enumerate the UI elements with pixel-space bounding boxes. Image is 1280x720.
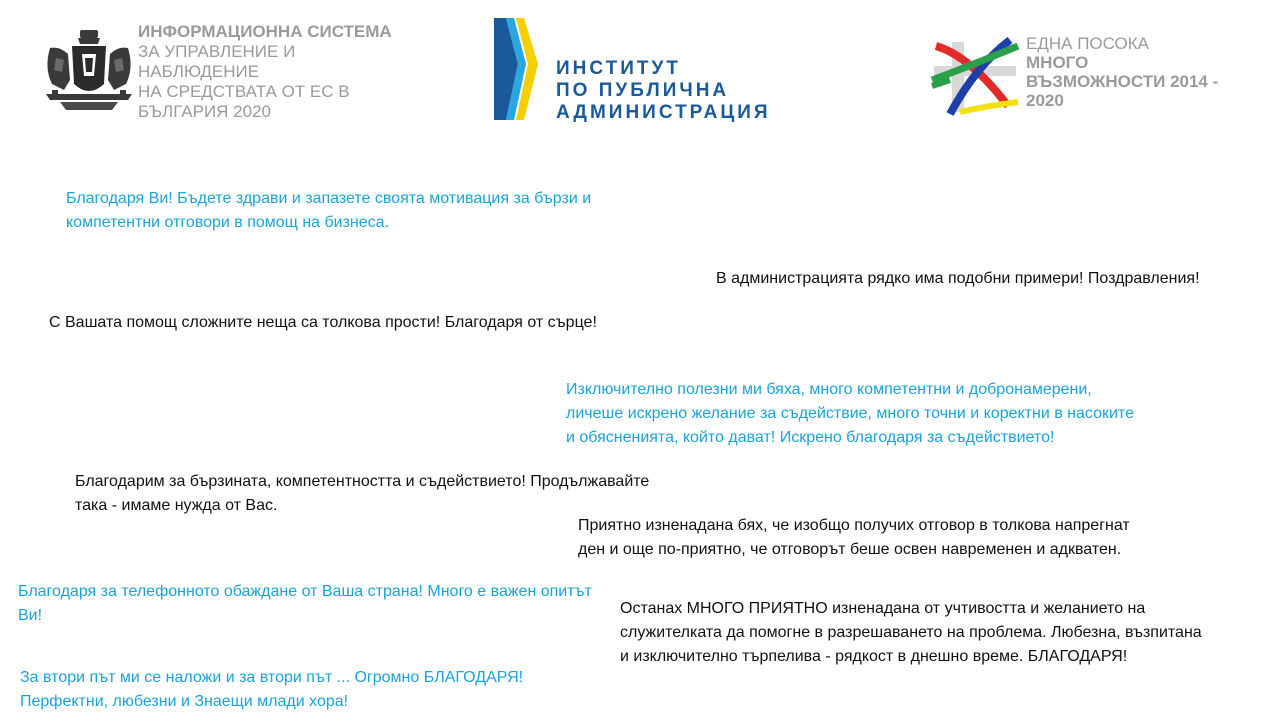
- is-logo-line: НАБЛЮДЕНИЕ: [138, 62, 260, 81]
- testimonial: [66, 187, 646, 235]
- testimonial-line: Ви!: [18, 607, 43, 624]
- testimonial-line: ден и още по-приятно, че отговорът беше освен навременен и адкватен.: [578, 541, 1122, 558]
- ipa-logo-line: ИНСТИТУТ: [556, 58, 681, 79]
- op-logo-line: 2020: [1026, 91, 1064, 110]
- testimonial-line: За втори път ми се наложи и за втори път ... Огромно БЛАГОДАРЯ!: [20, 669, 524, 686]
- testimonial-line: Останах МНОГО ПРИЯТНО изненадана от учтивостта и желанието на: [620, 600, 1146, 617]
- is-logo-text: [138, 22, 428, 122]
- op-2014-2020-logo: [930, 34, 1250, 120]
- is-logo-line: БЪЛГАРИЯ 2020: [138, 102, 271, 121]
- testimonial-line: така - имаме нужда от Вас.: [75, 497, 278, 514]
- ipa-stripes-icon: [492, 16, 542, 122]
- op-logo-line: МНОГО: [1026, 53, 1089, 72]
- testimonial-line: служителката да помогне в разрешаването на проблема. Любезна, възпитана: [620, 624, 1202, 641]
- testimonial-line: Изключително полезни ми бяха, много компетентни и добронамерени,: [566, 381, 1092, 398]
- testimonial-line: компетентни отговори в помощ на бизнеса.: [66, 214, 390, 231]
- is-2020-logo: [42, 22, 422, 122]
- testimonial-line: Приятно изненадана бях, че изобщо получих отговор в толкова напрегнат: [578, 517, 1130, 534]
- op-logo-line: ВЪЗМОЖНОСТИ 2014 -: [1026, 72, 1219, 91]
- ipa-logo-line: АДМИНИСТРАЦИЯ: [556, 102, 771, 123]
- testimonial-line: личеше искрено желание за съдействие, много точни и коректни в насоките: [566, 405, 1134, 422]
- testimonial: [18, 580, 658, 628]
- op-cross-icon: [930, 36, 1020, 118]
- testimonial-line: С Вашата помощ сложните неща са толкова прости! Благодаря от сърце!: [49, 314, 597, 331]
- op-logo-line: ЕДНА ПОСОКА: [1026, 34, 1150, 53]
- is-logo-line: ЗА УПРАВЛЕНИЕ И: [138, 42, 296, 61]
- testimonial-line: В администрацията рядко има подобни примери! Поздравления!: [716, 270, 1200, 287]
- bulgarian-coat-of-arms-icon: [42, 28, 136, 114]
- testimonial: [620, 597, 1240, 669]
- testimonial-line: Благодаря за телефонното обаждане от Ваша страна! Много е важен опитът: [18, 583, 592, 600]
- testimonial: [75, 470, 705, 518]
- is-logo-title: ИНФОРМАЦИОННА СИСТЕМА: [138, 22, 392, 41]
- testimonial-line: Благодаря Ви! Бъдете здрави и запазете своята мотивация за бързи и: [66, 190, 592, 207]
- testimonial: [716, 267, 1256, 291]
- testimonial-line: и обясненията, който дават! Искрено благодаря за съдействието!: [566, 429, 1055, 446]
- testimonial: [20, 666, 580, 714]
- ipa-logo: [492, 16, 802, 124]
- testimonial: [49, 311, 649, 335]
- testimonial: [578, 514, 1198, 562]
- ipa-logo-text: [556, 58, 771, 124]
- testimonial-line: и изключително търпелива - рядкост в днешно време. БЛАГОДАРЯ!: [620, 648, 1128, 665]
- is-logo-line: НА СРЕДСТВАТА ОТ ЕС В: [138, 82, 350, 101]
- testimonial-line: Перфектни, любезни и Знаещи млади хора!: [20, 693, 349, 710]
- ipa-logo-line: ПО ПУБЛИЧНА: [556, 80, 730, 101]
- testimonial: [566, 378, 1206, 450]
- op-logo-text: [1026, 34, 1256, 110]
- testimonial-line: Благодарим за бързината, компетентността и съдействието! Продължавайте: [75, 473, 650, 490]
